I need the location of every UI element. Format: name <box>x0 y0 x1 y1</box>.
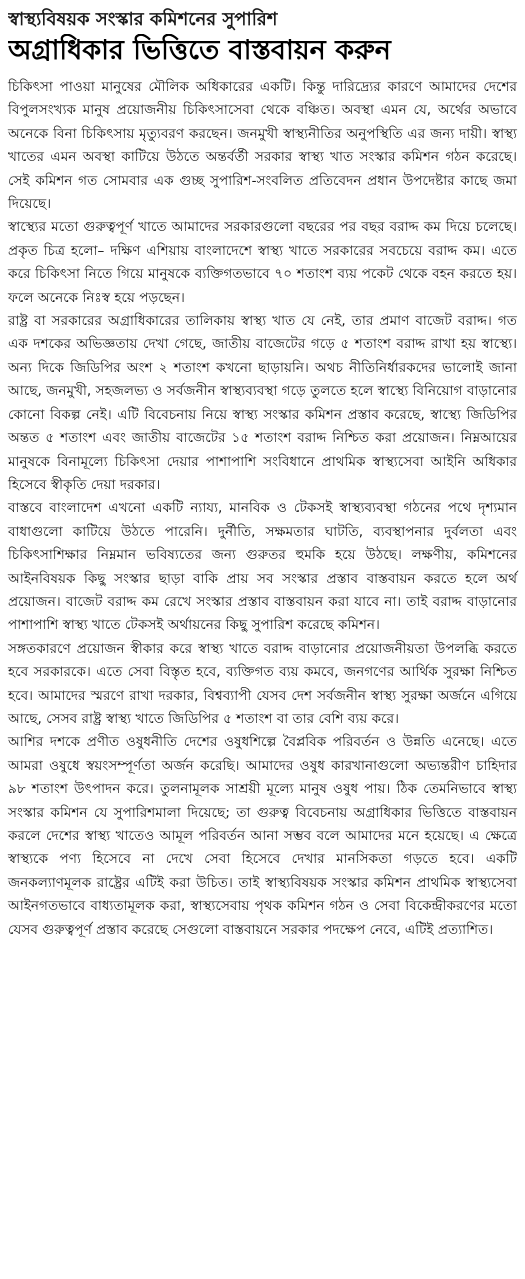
body-paragraph-5: সঙ্গতকারণে প্রয়োজন স্বীকার করে স্বাস্থ্য খাতে বরাদ্দ বাড়ানোর প্রয়োজনীয়তা উপলব্ধি করতে হবে সরকারকে। এতে সেবা বিস্তৃত হবে, ব্যক্তিগত ব্যয় কমবে, জনগণের আর্থিক সুরক্ষা নিশ্চিত হবে। আমাদের স্মরণে রাখা দরকার, বিশ্বব্যাপী যেসব দেশ সর্বজনীন স্বাস্থ্য সুরক্ষা অর্জনে এগিয়ে আছে, সেসব রাষ্ট্র স্বাস্থ্য খাতে জিডিপির ৫ শতাংশ বা তার বেশি ব্যয় করে। <box>8 640 517 727</box>
body-paragraph-4: বাস্তবে বাংলাদেশ এখনো একটি ন্যায্য, মানবিক ও টেকসই স্বাস্থ্যব্যবস্থা গঠনের পথে দৃশ্যমান বাধাগুলো কাটিয়ে উঠতে পারেনি। দুর্নীতি, সক্ষমতার ঘাটতি, ব্যবস্থাপনার দুর্বলতা এবং চিকিৎসাশিক্ষার নিম্নমান ভবিষ্যতের জন্য গুরুতর হুমকি হয়ে উঠছে। লক্ষণীয়, কমিশনের আইনবিষয়ক কিছু সংস্কার ছাড়া বাকি প্রায় সব সংস্কার প্রস্তাব বাস্তবায়ন করতে হলে অর্থ প্রয়োজন। বাজেট বরাদ্দ কম রেখে সংস্কার প্রস্তাব বাস্তবায়ন করা যাবে না। তাই বরাদ্দ বাড়ানোর পাশাপাশি স্বাস্থ্য খাতে টেকসই অর্থায়নের কিছু সুপারিশ করেছে কমিশন। <box>8 500 517 634</box>
body-paragraph-6: আশির দশকে প্রণীত ওষুধনীতি দেশের ওষুধশিল্পে বৈপ্লবিক পরিবর্তন ও উন্নতি এনেছে। এতে আমরা ওষুধে স্বয়ংসম্পূর্ণতা অর্জন করেছি। আমাদের ওষুধ কারখানাগুলো অভ্যন্তরীণ চাহিদার ৯৮ শতাংশ উৎপাদন করে। তুলনামূলক সাশ্রয়ী মূল্যে মানুষ ওষুধ পায়। ঠিক তেমনিভাবে স্বাস্থ্য সংস্কার কমিশন যে সুপারিশমালা দিয়েছে; তা গুরুত্ব বিবেচনায় অগ্রাধিকার ভিত্তিতে বাস্তবায়ন করলে দেশের স্বাস্থ্য খাতেও আমূল পরিবর্তন আনা সম্ভব বলে আমাদের মনে হয়েছে। এ ক্ষেত্রে স্বাস্থ্যকে পণ্য হিসেবে না দেখে সেবা হিসেবে দেখার মানসিকতা গড়তে হবে। একটি জনকল্যাণমূলক রাষ্ট্রের এটিই করা উচিত। তাই স্বাস্থ্যবিষয়ক সংস্কার কমিশন প্রাথমিক স্বাস্থ্যসেবা আইনগতভাবে বাধ্যতামূলক করা, স্বাস্থ্যসেবায় পৃথক কমিশন গঠন ও সেবা বিকেন্দ্রীকরণের মতো যেসব গুরুত্বপূর্ণ প্রস্তাব করেছে সেগুলো বাস্তবায়নে সরকার পদক্ষেপ নেবে, এটিই প্রত্যাশিত। <box>8 734 517 938</box>
editorial-headline: অগ্রাধিকার ভিত্তিতে বাস্তবায়ন করুন <box>8 35 391 66</box>
editorial-body <box>8 76 517 942</box>
body-paragraph-2: স্বাস্থ্যের মতো গুরুত্বপূর্ণ খাতে আমাদের সরকারগুলো বছরের পর বছর বরাদ্দ কম দিয়ে চলেছে। প্রকৃত চিত্র হলো– দক্ষিণ এশিয়ায় বাংলাদেশে স্বাস্থ্য খাতে সরকারের সবচেয়ে বরাদ্দ কম। এতে করে চিকিৎসা নিতে গিয়ে মানুষকে ব্যক্তিগতভাবে ৭০ শতাংশ ব্যয় পকেট থেকে বহন করতে হয়। ফলে অনেকে নিঃস্ব হয়ে পড়ছেন। <box>8 219 517 306</box>
body-paragraph-1: চিকিৎসা পাওয়া মানুষের মৌলিক অধিকারের একটি। কিন্তু দারিদ্র্যের কারণে আমাদের দেশের বিপুলসংখ্যক মানুষ প্রয়োজনীয় চিকিৎসাসেবা থেকে বঞ্চিত। অবস্থা এমন যে, অর্থের অভাবে অনেকে বিনা চিকিৎসায় মৃত্যুবরণ করছেন। জনমুখী স্বাস্থ্যনীতির অনুপস্থিতি এর জন্য দায়ী। স্বাস্থ্য খাতের এমন অবস্থা কাটিয়ে উঠতে অন্তর্বর্তী সরকার স্বাস্থ্য খাত সংস্কার কমিশন গঠন করেছে। সেই কমিশন গত সোমবার এক গুচ্ছ সুপারিশ-সংবলিত প্রতিবেদন প্রধান উপদেষ্টার কাছে জমা দিয়েছে। <box>8 79 517 213</box>
body-paragraph-3: রাষ্ট্র বা সরকারের অগ্রাধিকারের তালিকায় স্বাস্থ্য খাত যে নেই, তার প্রমাণ বাজেট বরাদ্দ। গত এক দশকের অভিজ্ঞতায় দেখা গেছে, জাতীয় বাজেটের গড়ে ৫ শতাংশ বরাদ্দ রাখা হয় স্বাস্থ্যে। অন্য দিকে জিডিপির অংশ ২ শতাংশ কখনো ছাড়ায়নি। অথচ নীতিনির্ধারকদের ভালোই জানা আছে, জনমুখী, সহজলভ্য ও সর্বজনীন স্বাস্থ্যব্যবস্থা গড়ে তুলতে হলে স্বাস্থ্যে বিনিয়োগ বাড়ানোর কোনো বিকল্প নেই। এটি বিবেচনায় নিয়ে স্বাস্থ্য সংস্কার কমিশন প্রস্তাব করেছে, স্বাস্থ্যে জিডিপির অন্তত ৫ শতাংশ এবং জাতীয় বাজেটের ১৫ শতাংশ বরাদ্দ নিশ্চিত করা প্রয়োজন। নিম্নআয়ের মানুষকে বিনামূল্যে চিকিৎসা দেয়ার পাশাপাশি সংবিধানে প্রাথমিক স্বাস্থ্যসেবা আইনি অধিকার হিসেবে স্বীকৃতি দেয়া দরকার। <box>8 313 517 493</box>
editorial-kicker: স্বাস্থ্যবিষয়ক সংস্কার কমিশনের সুপারিশ <box>8 9 278 30</box>
